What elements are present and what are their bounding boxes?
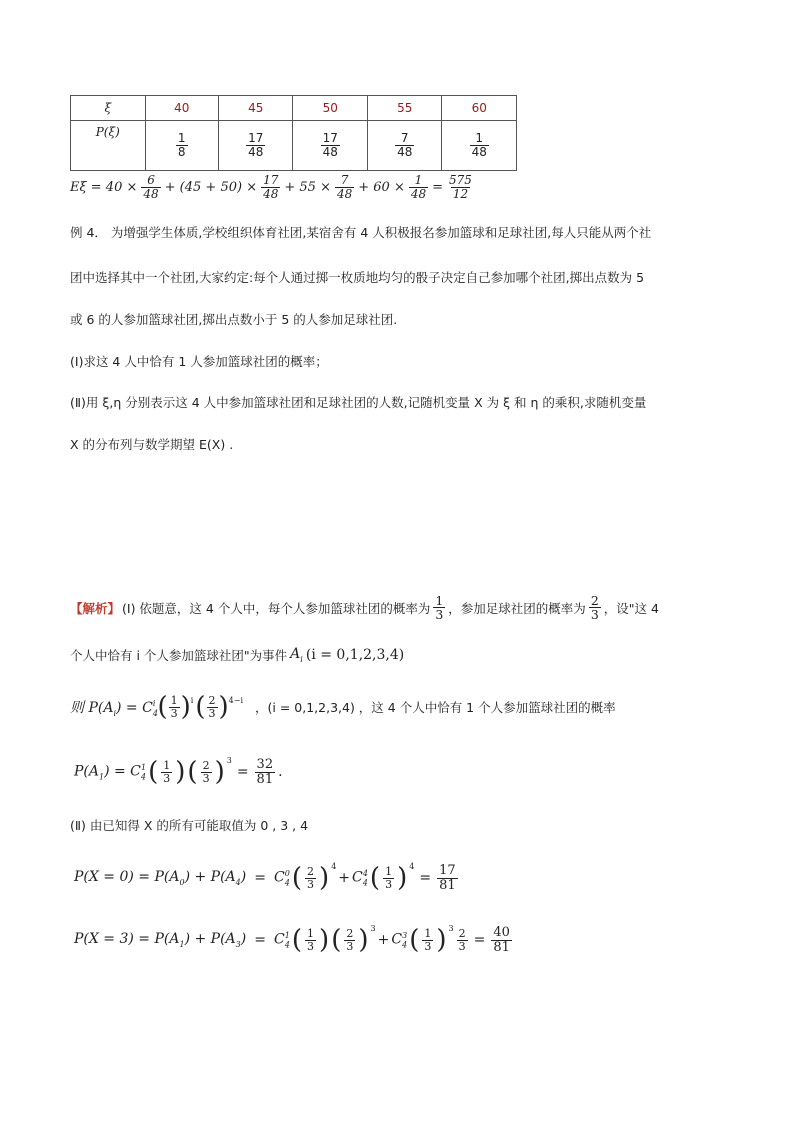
p-x3-formula: $P(X = 3) = P(A_1) + P(A_3)$ = $C_4^1$ ( $\frac{1}{3}$ ) ( $\frac{2}{3}$ ) $^3$ + $C_4^3$ ( $\frac{1}{3}$ ) $^3$ $\frac{2}{3}$ = $\frac{40}{81}$	[74, 924, 510, 955]
power-term: ( $\frac{2}{3}$ ) $^{4-i}$	[195, 692, 244, 722]
event-symbol	[290, 646, 303, 664]
formula-text: $P(X = 3) = P(A_1) + P(A_3)$	[74, 931, 247, 949]
fraction: $\frac{2}{3}$	[458, 926, 466, 953]
table-cell	[367, 121, 442, 171]
fraction: $\frac{17}{48}$	[248, 131, 264, 159]
table-header-xi: ξ	[71, 96, 146, 121]
formula-text: $P(X = 0) = P(A_0) + P(A_4)$	[74, 869, 247, 887]
formula-text: + (45 + 50) ×	[164, 179, 258, 195]
solution-text: ，设"这 4	[603, 600, 659, 616]
formula-text: Eξ = 40 ×	[70, 179, 138, 195]
solution-part-2: (Ⅱ) 由已知得 X 的所有可能取值为 0 , 3 , 4	[70, 818, 309, 833]
table-cell	[442, 121, 517, 171]
p-x0-formula: $P(X = 0) = P(A_0) + P(A_4)$ = $C_4^0$ ( $\frac{2}{3}$ ) $^4$ + $C_4^4$ ( $\frac{1}{3}$ ) $^4$ = $\frac{17}{81}$	[74, 862, 456, 893]
fraction: $\frac{575}{12}$	[449, 172, 472, 201]
solution-text: ，(i = 0,1,2,3,4) ，这 4 个人中恰有 1 个人参加篮球社团的概率	[255, 700, 616, 715]
fraction: $\frac{1}{3}$	[385, 864, 393, 891]
fraction: $\frac{1}{8}$	[177, 131, 186, 159]
fraction: $\frac{2}{3}$	[307, 864, 315, 891]
example-line-3: 或 6 的人参加篮球社团,掷出点数小于 5 的人参加足球社团.	[70, 312, 398, 327]
solution-text: 个人中恰有 i 个人参加篮球社团"为事件	[70, 648, 288, 663]
formula-part: ) = C	[116, 699, 153, 716]
table-cell	[293, 121, 368, 171]
fraction: $\frac{32}{81}$	[256, 756, 274, 787]
formula-text: 则 $P(A_i) = C_4^i$	[70, 698, 158, 718]
formula-text: + 60 ×	[358, 179, 405, 195]
table-cell: 55	[367, 96, 442, 121]
fraction: $\frac{1}{3}$	[163, 758, 171, 785]
table-cell: 50	[293, 96, 368, 121]
example-line-2: 团中选择其中一个社团,大家约定:每个人通过掷一枚质地均匀的骰子决定自己参加哪个社团,掷出点数为 5	[70, 270, 645, 285]
fraction: $\frac{1}{3}$	[307, 926, 315, 953]
table-cell	[145, 121, 218, 171]
solution-line-3	[70, 688, 616, 726]
fraction: $\frac{2}{3}$	[346, 926, 354, 953]
distribution-table	[70, 95, 517, 171]
table-cell: 40	[145, 96, 218, 121]
event-subscript: i	[300, 654, 303, 664]
fraction: $\frac{2}{3}$	[590, 593, 599, 623]
p-a1-formula: $P(A_1) = C_4^1$ ( $\frac{1}{3}$ ) ( $\frac{2}{3}$ ) $^3$ = $\frac{32}{81}$ .	[74, 756, 283, 787]
fraction: $\frac{7}{48}$	[336, 172, 353, 201]
formula-text: $C_4^0$	[273, 868, 290, 888]
fraction: $\frac{40}{81}$	[493, 924, 510, 955]
formula-text: + 55 ×	[284, 179, 331, 195]
solution-tag: 【解析】	[70, 600, 121, 616]
table-cell	[218, 121, 293, 171]
fraction: $\frac{1}{48}$	[410, 172, 427, 201]
fraction: $\frac{17}{81}$	[439, 862, 456, 893]
solution-line-1	[70, 594, 659, 621]
table-cell: 60	[442, 96, 517, 121]
fraction: $\frac{7}{48}$	[397, 131, 413, 159]
formula-text: $C_4^1$	[273, 930, 290, 950]
table-header-p: P(ξ)	[71, 121, 146, 171]
formula-text: $C_4^3$	[391, 930, 408, 950]
formula-text: $C_4^4$	[352, 868, 368, 888]
fraction: $\frac{6}{48}$	[143, 172, 159, 201]
formula-part: 则 P(A	[70, 699, 114, 716]
event-letter: A	[290, 646, 301, 663]
fraction: $\frac{1}{3}$	[435, 593, 444, 623]
solution-line-2	[70, 646, 404, 664]
solution-text: ，参加足球社团的概率为	[448, 600, 586, 616]
fraction: $\frac{17}{48}$	[322, 131, 338, 159]
formula-text: =	[432, 179, 444, 195]
question-2-line-2: X 的分布列与数学期望 E(X) .	[70, 437, 234, 452]
fraction: $\frac{1}{48}$	[471, 131, 487, 159]
fraction: $\frac{2}{3}$	[202, 758, 210, 785]
question-1: (Ⅰ)求这 4 人中恰有 1 人参加篮球社团的概率；	[70, 354, 328, 369]
table-cell: 45	[218, 96, 293, 121]
table-row	[71, 96, 517, 121]
fraction: $\frac{17}{48}$	[263, 172, 279, 201]
expectation-formula	[70, 172, 475, 202]
table-row	[71, 121, 517, 171]
power-term: ( $\frac{1}{3}$ ) $^i$	[157, 692, 194, 722]
question-2-line-1: (Ⅱ)用 ξ,η 分别表示这 4 人中参加篮球社团和足球社团的人数,记随机变量 X 为 ξ 和 η 的乘积,求随机变量	[70, 395, 647, 410]
index-range: (i = 0,1,2,3,4)	[305, 647, 405, 663]
solution-text: (Ⅰ) 依题意，这 4 个人中，每个人参加篮球社团的概率为	[122, 600, 431, 616]
fraction: $\frac{1}{3}$	[424, 926, 432, 953]
example-line-1: 例 4． 为增强学生体质,学校组织体育社团,某宿舍有 4 人积极报名参加篮球和足球社团,每人只能从两个社	[70, 225, 652, 240]
formula-text: $P(A_1) = C_4^1$	[74, 762, 147, 782]
